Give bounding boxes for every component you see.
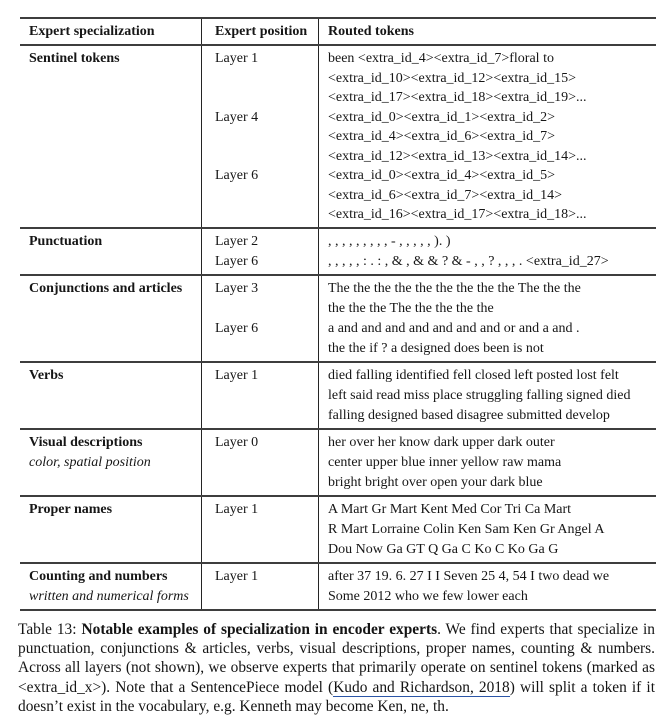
routed-tokens-line: the the the The the the the the — [328, 300, 494, 316]
routed-tokens-line: <extra_id_4><extra_id_6><extra_id_7> — [328, 129, 555, 144]
header-label-expert-specialization: Expert specialization — [29, 24, 155, 39]
routed-tokens-cell — [318, 229, 656, 274]
layer-label: Layer 3 — [215, 280, 259, 296]
table-header-row — [20, 17, 656, 46]
layer-label: Layer 1 — [215, 568, 259, 584]
specialization-cell — [20, 564, 201, 609]
routed-tokens-line: <extra_id_6><extra_id_7><extra_id_14> — [328, 187, 562, 203]
section-visual-descriptions — [20, 430, 656, 497]
layer-label: Layer 1 — [215, 367, 259, 383]
header-cell-expert-position — [201, 19, 318, 44]
layer-label: Layer 4 — [215, 109, 259, 125]
table-caption — [18, 620, 655, 716]
section-label: Conjunctions and articles — [29, 280, 183, 296]
routed-tokens-line: Dou Now Ga GT Q Ga C Ko C Ko Ga G — [328, 541, 559, 557]
caption-body-before-citation: . We find experts that specialize in punctuation, conjunctions & articles, verbs, visual descriptions, proper names, counting & numbers. Across all layers (not shown), we observe experts that primarily operate on sentinel tokens (marked as <extra_id_x>). Note that a SentencePiece model ( — [18, 621, 655, 696]
section-counting-numbers — [20, 564, 656, 611]
section-label: Sentinel tokens — [29, 51, 120, 66]
section-punctuation — [20, 229, 656, 276]
specialization-cell — [20, 276, 201, 361]
specialization-cell — [20, 497, 201, 562]
section-label: Counting and numbers — [29, 568, 168, 584]
routed-tokens-line: <extra_id_16><extra_id_17><extra_id_18>... — [328, 207, 587, 222]
caption-label: Table 13: — [18, 621, 77, 638]
routed-tokens-line: <extra_id_17><extra_id_18><extra_id_19>... — [328, 90, 587, 105]
layer-label: Layer 6 — [215, 320, 259, 336]
specialization-cell — [20, 229, 201, 274]
routed-tokens-line: left said read miss place struggling falling signed died — [328, 387, 631, 403]
section-verbs — [20, 363, 656, 430]
layer-label: Layer 0 — [215, 434, 259, 450]
header-label-expert-position: Expert position — [215, 24, 308, 39]
routed-tokens-line: her over her know dark upper dark outer — [328, 434, 555, 450]
routed-tokens-line: <extra_id_10><extra_id_12><extra_id_15> — [328, 70, 576, 86]
section-sentinel-tokens — [20, 46, 656, 229]
routed-tokens-line: been <extra_id_4><extra_id_7>floral to — [328, 51, 554, 66]
layer-label: Layer 1 — [215, 51, 259, 66]
routed-tokens-cell — [318, 363, 656, 428]
specialization-cell — [20, 430, 201, 495]
routed-tokens-line: , , , , , , , , , - , , , , , ). ) — [328, 233, 451, 249]
routed-tokens-line: <extra_id_0><extra_id_4><extra_id_5> — [328, 168, 555, 183]
routed-tokens-line: The the the the the the the the the The the the — [328, 280, 581, 296]
layer-cell — [201, 497, 318, 562]
routed-tokens-line: , , , , , : . : , & , & & ? & - , , ? , , , . <extra_id_27> — [328, 253, 609, 269]
section-conjunctions-articles — [20, 276, 656, 363]
layer-label: Layer 2 — [215, 233, 259, 249]
specialization-cell — [20, 363, 201, 428]
header-label-routed-tokens: Routed tokens — [328, 24, 414, 39]
routed-tokens-cell — [318, 46, 656, 227]
layer-cell — [201, 229, 318, 274]
header-cell-routed-tokens — [318, 19, 656, 44]
routed-tokens-line: Some 2012 who we few lower each — [328, 588, 528, 604]
routed-tokens-line: died falling identified fell closed left posted lost felt — [328, 367, 619, 383]
layer-label: Layer 6 — [215, 253, 259, 269]
routed-tokens-line: a and and and and and and and or and a and . — [328, 320, 580, 336]
section-note: color, spatial position — [29, 454, 151, 470]
routed-tokens-cell — [318, 564, 656, 609]
layer-cell — [201, 430, 318, 495]
section-label: Verbs — [29, 367, 64, 383]
section-proper-names — [20, 497, 656, 564]
section-label: Visual descriptions — [29, 434, 143, 450]
specialization-cell — [20, 46, 201, 227]
layer-cell — [201, 276, 318, 361]
specialization-table — [20, 17, 656, 611]
section-note: written and numerical forms — [29, 588, 189, 604]
caption-title: Notable examples of specialization in encoder experts — [81, 621, 438, 638]
layer-label: Layer 1 — [215, 501, 259, 517]
routed-tokens-line: A Mart Gr Mart Kent Med Cor Tri Ca Mart — [328, 501, 572, 517]
header-cell-expert-specialization — [20, 19, 201, 44]
caption-body-after-citation: ) will split a token if it doesn’t exist in the vocabulary, e.g. Kenneth may become Ken, ne, th. — [18, 678, 655, 715]
layer-cell — [201, 363, 318, 428]
routed-tokens-line: after 37 19. 6. 27 I I Seven 25 4, 54 I two dead we — [328, 568, 610, 584]
section-label: Punctuation — [29, 233, 103, 249]
routed-tokens-line: falling designed based disagree submitted develop — [328, 407, 610, 423]
routed-tokens-cell — [318, 276, 656, 361]
routed-tokens-cell — [318, 430, 656, 495]
routed-tokens-line: R Mart Lorraine Colin Ken Sam Ken Gr Angel A — [328, 521, 605, 537]
section-label: Proper names — [29, 501, 113, 517]
routed-tokens-line: <extra_id_0><extra_id_1><extra_id_2> — [328, 109, 555, 125]
citation-link[interactable]: Kudo and Richardson, 2018 — [333, 678, 510, 696]
layer-label: Layer 6 — [215, 168, 259, 183]
routed-tokens-line: the the if ? a designed does been is not — [328, 340, 544, 356]
layer-cell — [201, 46, 318, 227]
routed-tokens-cell — [318, 497, 656, 562]
routed-tokens-line: center upper blue inner yellow raw mama — [328, 454, 562, 470]
routed-tokens-line: <extra_id_12><extra_id_13><extra_id_14>... — [328, 148, 587, 164]
routed-tokens-line: bright bright over open your dark blue — [328, 474, 543, 490]
layer-cell — [201, 564, 318, 609]
